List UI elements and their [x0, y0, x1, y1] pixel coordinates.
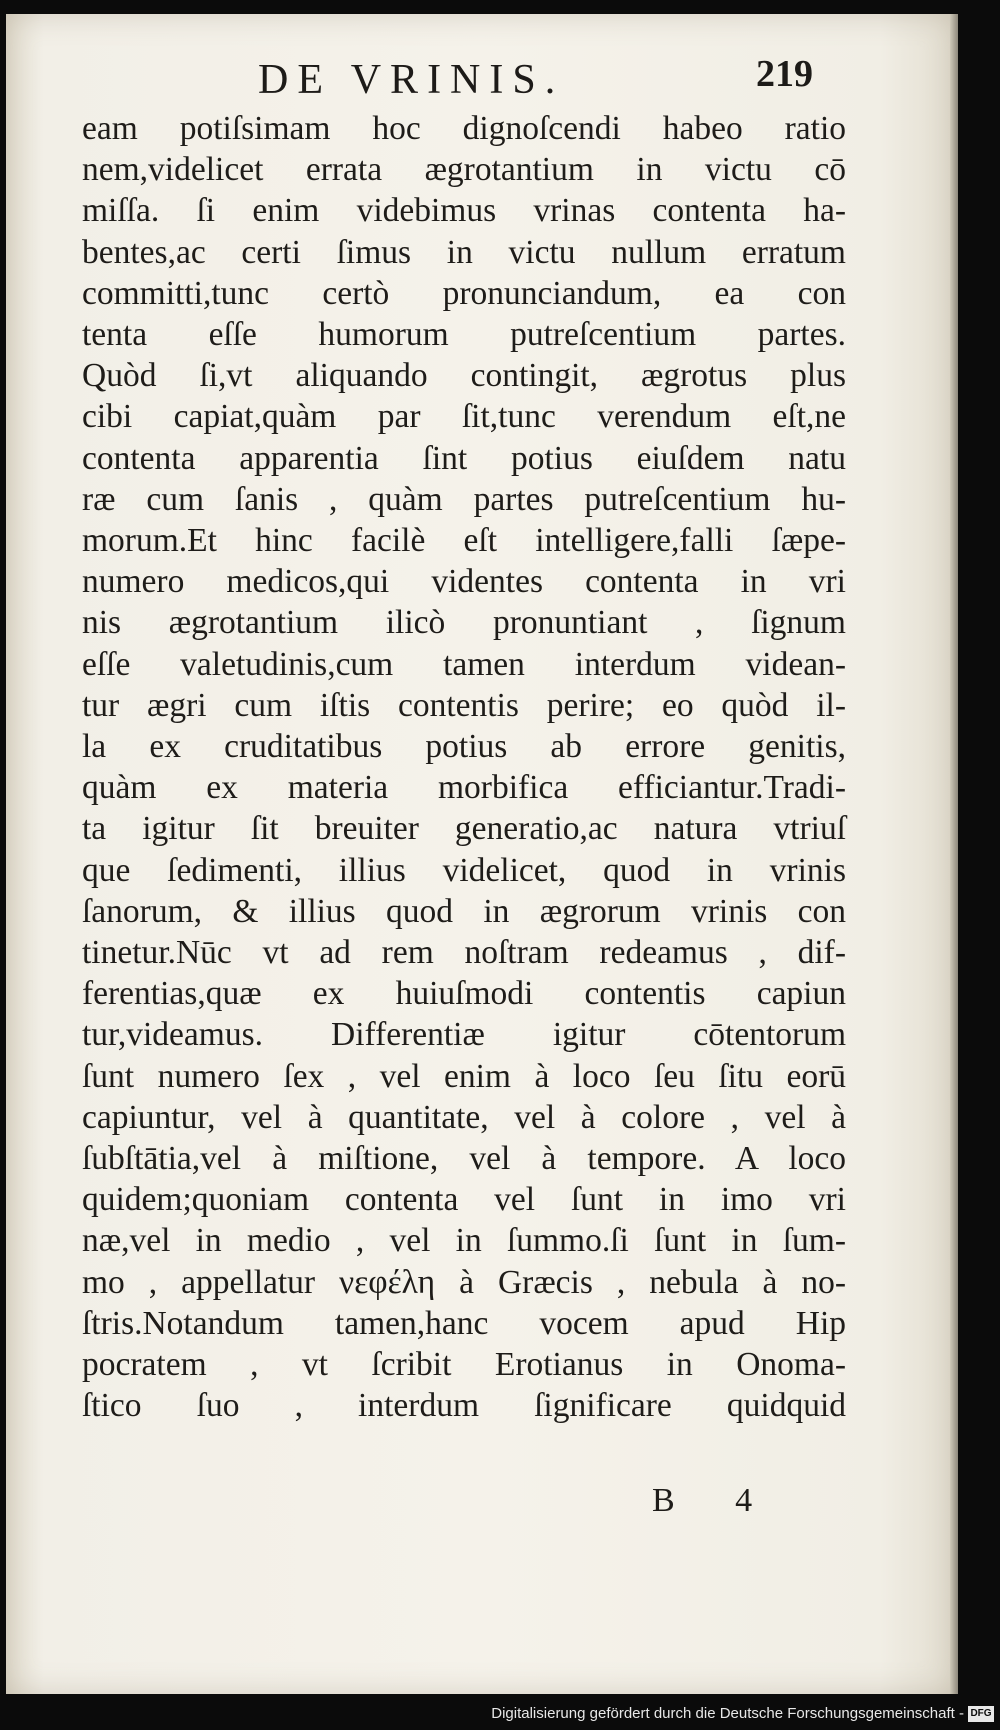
- page-number: 219: [756, 53, 813, 95]
- text-line: ta igitur ſit breuiter generatio,ac natura vtriuſ: [82, 810, 846, 848]
- text-line: tur ægri cum iſtis contentis perire; eo quòd il-: [82, 686, 846, 724]
- running-head: DE VRINIS.: [258, 57, 565, 103]
- footer-bar: [0, 1694, 1000, 1730]
- text-line: bentes,ac certi ſimus in victu nullum erratum: [82, 233, 846, 271]
- page-edge: [950, 14, 958, 1694]
- text-line: cibi capiat,quàm par ſit,tunc verendum eſt,ne: [82, 398, 846, 436]
- text-line: mo , appellatur νεφέλη à Græcis , nebula à no-: [82, 1263, 846, 1301]
- text-line: pocratem , vt ſcribit Erotianus in Onoma-: [82, 1346, 846, 1384]
- text-line: nis ægrotantium ilicò pronuntiant , ſignum: [82, 604, 846, 642]
- text-line: tur,videamus. Differentiæ igitur cōtentorum: [82, 1016, 846, 1054]
- text-line: committi,tunc certò pronunciandum, ea con: [82, 274, 846, 312]
- text-line: la ex cruditatibus potius ab errore genitis,: [82, 728, 846, 766]
- text-line: contenta apparentia ſint potius eiuſdem natu: [82, 439, 846, 477]
- text-line: ſtico ſuo , interdum ſignificare quidquid: [82, 1387, 846, 1425]
- text-line: capiuntur, vel à quantitate, vel à colore , vel à: [82, 1098, 846, 1136]
- text-line: næ,vel in medio , vel in ſummo.ſi ſunt in ſum-: [82, 1222, 846, 1260]
- text-line: tenta eſſe humorum putreſcentium partes.: [82, 316, 846, 354]
- text-line: ræ cum ſanis , quàm partes putreſcentium hu-: [82, 480, 846, 518]
- funding-credit: Digitalisierung gefördert durch die Deutsche Forschungsgemeinschaft -: [491, 1705, 964, 1722]
- dfg-logo: DFG: [968, 1706, 994, 1722]
- text-line: eſſe valetudinis,cum tamen interdum videan-: [82, 645, 846, 683]
- text-line: nem,videlicet errata ægrotantium in victu cō: [82, 151, 846, 189]
- text-line: ſubſtātia,vel à miſtione, vel à tempore. A loco: [82, 1140, 846, 1178]
- text-line: numero medicos,qui videntes contenta in vri: [82, 563, 846, 601]
- text-line: ſunt numero ſex , vel enim à loco ſeu ſitu eorū: [82, 1057, 846, 1095]
- signature-mark: B 4: [652, 1482, 779, 1519]
- text-line: miſſa. ſi enim videbimus vrinas contenta ha-: [82, 192, 846, 230]
- text-line: quidem;quoniam contenta vel ſunt in imo vri: [82, 1181, 846, 1219]
- text-line: eam potiſsimam hoc dignoſcendi habeo ratio: [82, 110, 846, 147]
- text-line: Quòd ſi,vt aliquando contingit, ægrotus plus: [82, 357, 846, 395]
- text-line: ſtris.Notandum tamen,hanc vocem apud Hip: [82, 1304, 846, 1342]
- text-line: morum.Et hinc facilè eſt intelligere,falli ſæpe-: [82, 522, 846, 560]
- text-line: ſanorum, & illius quod in ægrorum vrinis con: [82, 892, 846, 930]
- text-line: que ſedimenti, illius videlicet, quod in vrinis: [82, 851, 846, 889]
- body-text: [82, 108, 846, 1427]
- text-line: tinetur.Nūc vt ad rem noſtram redeamus , dif-: [82, 934, 846, 972]
- text-line: ferentias,quæ ex huiuſmodi contentis capiun: [82, 975, 846, 1013]
- text-line: quàm ex materia morbifica efficiantur.Tradi-: [82, 769, 846, 807]
